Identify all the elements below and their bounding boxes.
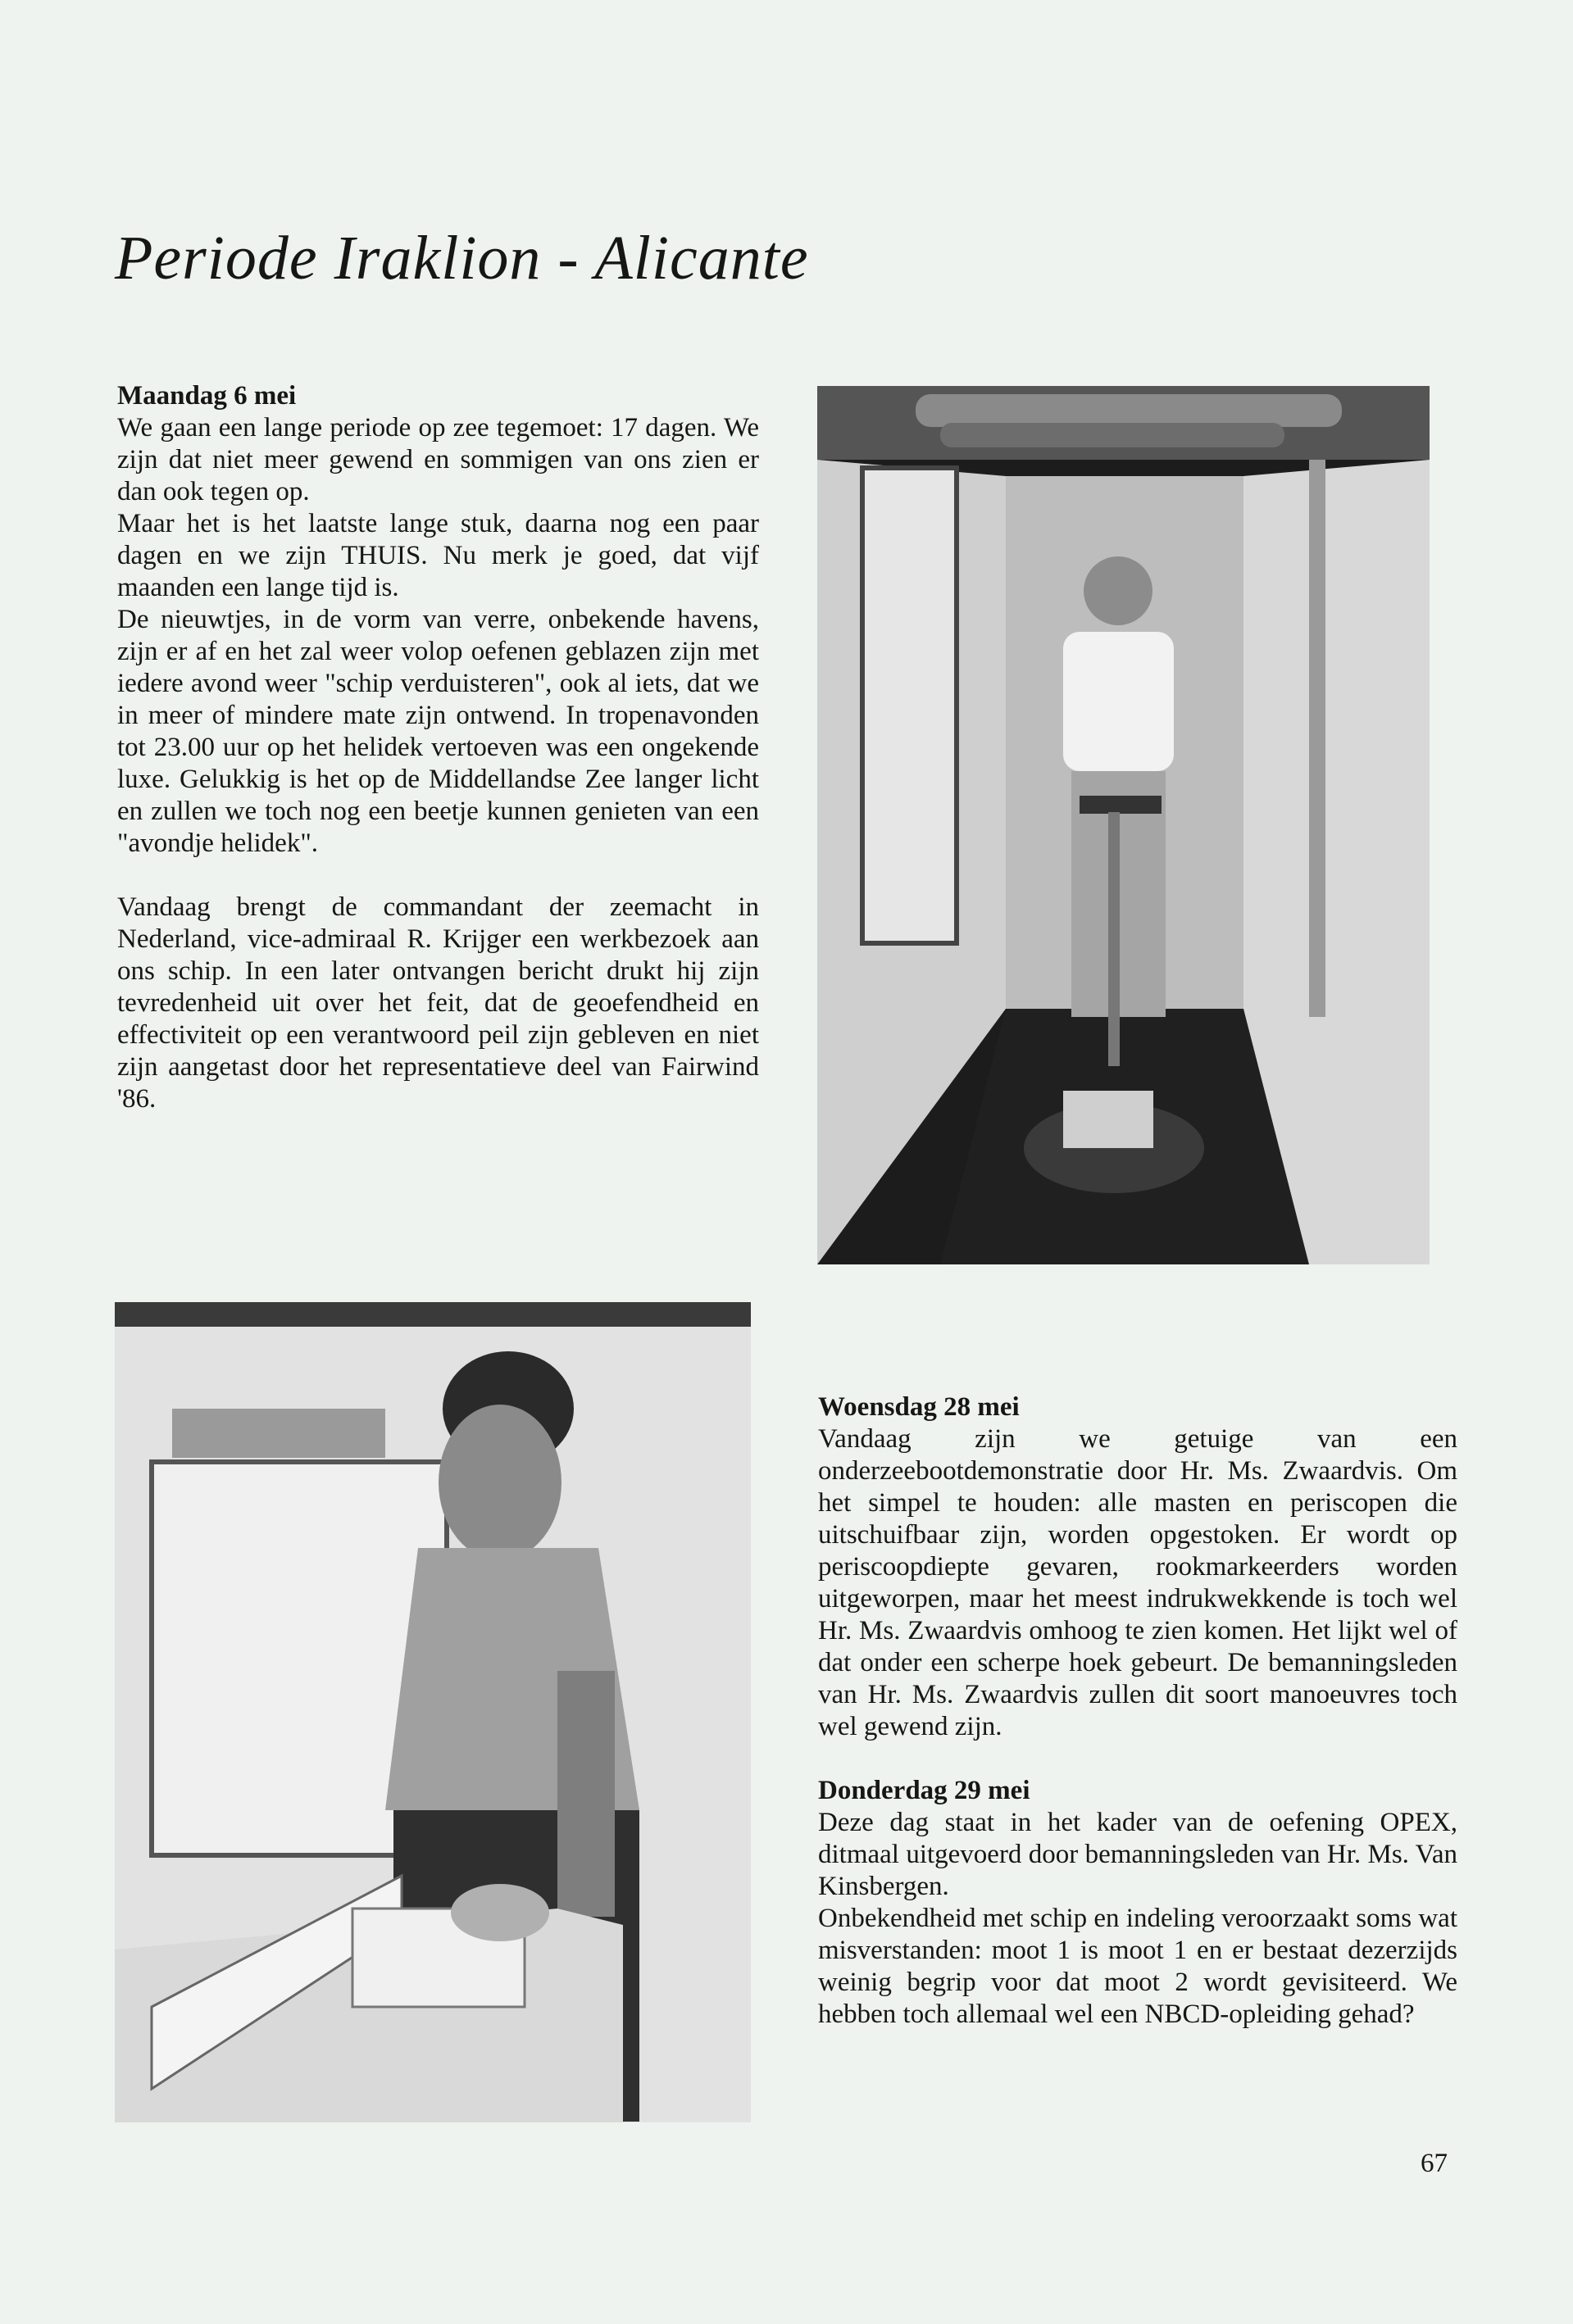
paragraph: Maar het is het laatste lange stuk, daarna nog een paar dagen en we zijn THUIS. Nu merk je goed, dat vijf maanden een lange tijd is. (117, 509, 759, 602)
page-number: 67 (1421, 2149, 1448, 2178)
page-title: Periode Iraklion - Alicante (115, 224, 809, 293)
photo-floor-polishing (817, 386, 1430, 1264)
paragraph: Deze dag staat in het kader van de oefening OPEX, ditmaal uitgevoerd door bemanningsleden van Hr. Ms. Van Kinsbergen. (818, 1808, 1457, 1901)
paragraph: We gaan een lange periode op zee tegemoet: 17 dagen. We zijn dat niet meer gewend en sommigen van ons zien er dan ook tegen op. (117, 413, 759, 506)
section-heading-maandag: Maandag 6 mei (117, 381, 297, 411)
column-right-text (818, 1391, 1457, 2031)
photo-workshop-illustration (115, 1302, 751, 2122)
column-left-text (117, 380, 759, 1115)
paragraph: Vandaag brengt de commandant der zeemacht in Nederland, vice-admiraal R. Krijger een werkbezoek aan ons schip. In een later ontvangen bericht drukt hij zijn tevredenheid uit over het feit, dat de geoefendheid en effectiviteit op een verantwoord peil zijn gebleven en niet zijn aangetast door het representatieve deel van Fairwind '86. (117, 892, 759, 1114)
paragraph: De nieuwtjes, in de vorm van verre, onbekende havens, zijn er af en het zal weer volop oefenen geblazen zijn met iedere avond weer "schip verduisteren", ook al iets, dat we in meer of mindere mate zijn ontwend. In tropenavonden tot 23.00 uur op het helidek vertoeven was een ongekende luxe. Gelukkig is het op de Middellandse Zee langer licht en zullen we toch nog een beetje kunnen genieten van een "avondje helidek". (117, 605, 759, 858)
paragraph: Onbekendheid met schip en indeling veroorzaakt soms wat misverstanden: moot 1 is moot 1 en er bestaat dezerzijds weinig begrip voor dat moot 2 wordt gevisiteerd. We hebben toch allemaal wel een NBCD-opleiding gehad? (818, 1904, 1457, 2029)
paragraph: Vandaag zijn we getuige van een onderzeebootdemonstratie door Hr. Ms. Zwaardvis. Om het simpel te houden: alle masten en periscopen die uitschuifbaar zijn, worden opgestoken. Er wordt op periscoopdiepte gevaren, rookmarkeerders worden uitgeworpen, maar het meest indrukwekkende is toch wel Hr. Ms. Zwaardvis omhoog te zien komen. Het lijkt wel of dat onder een scherpe hoek gebeurt. De bemanningsleden van Hr. Ms. Zwaardvis zullen dit soort manoeuvres toch wel gewend zijn. (818, 1424, 1457, 1741)
section-heading-donderdag: Donderdag 29 mei (818, 1776, 1030, 1805)
photo-corridor-illustration (817, 386, 1430, 1264)
photo-carpenter-workshop (115, 1302, 751, 2122)
section-heading-woensdag: Woensdag 28 mei (818, 1392, 1020, 1422)
